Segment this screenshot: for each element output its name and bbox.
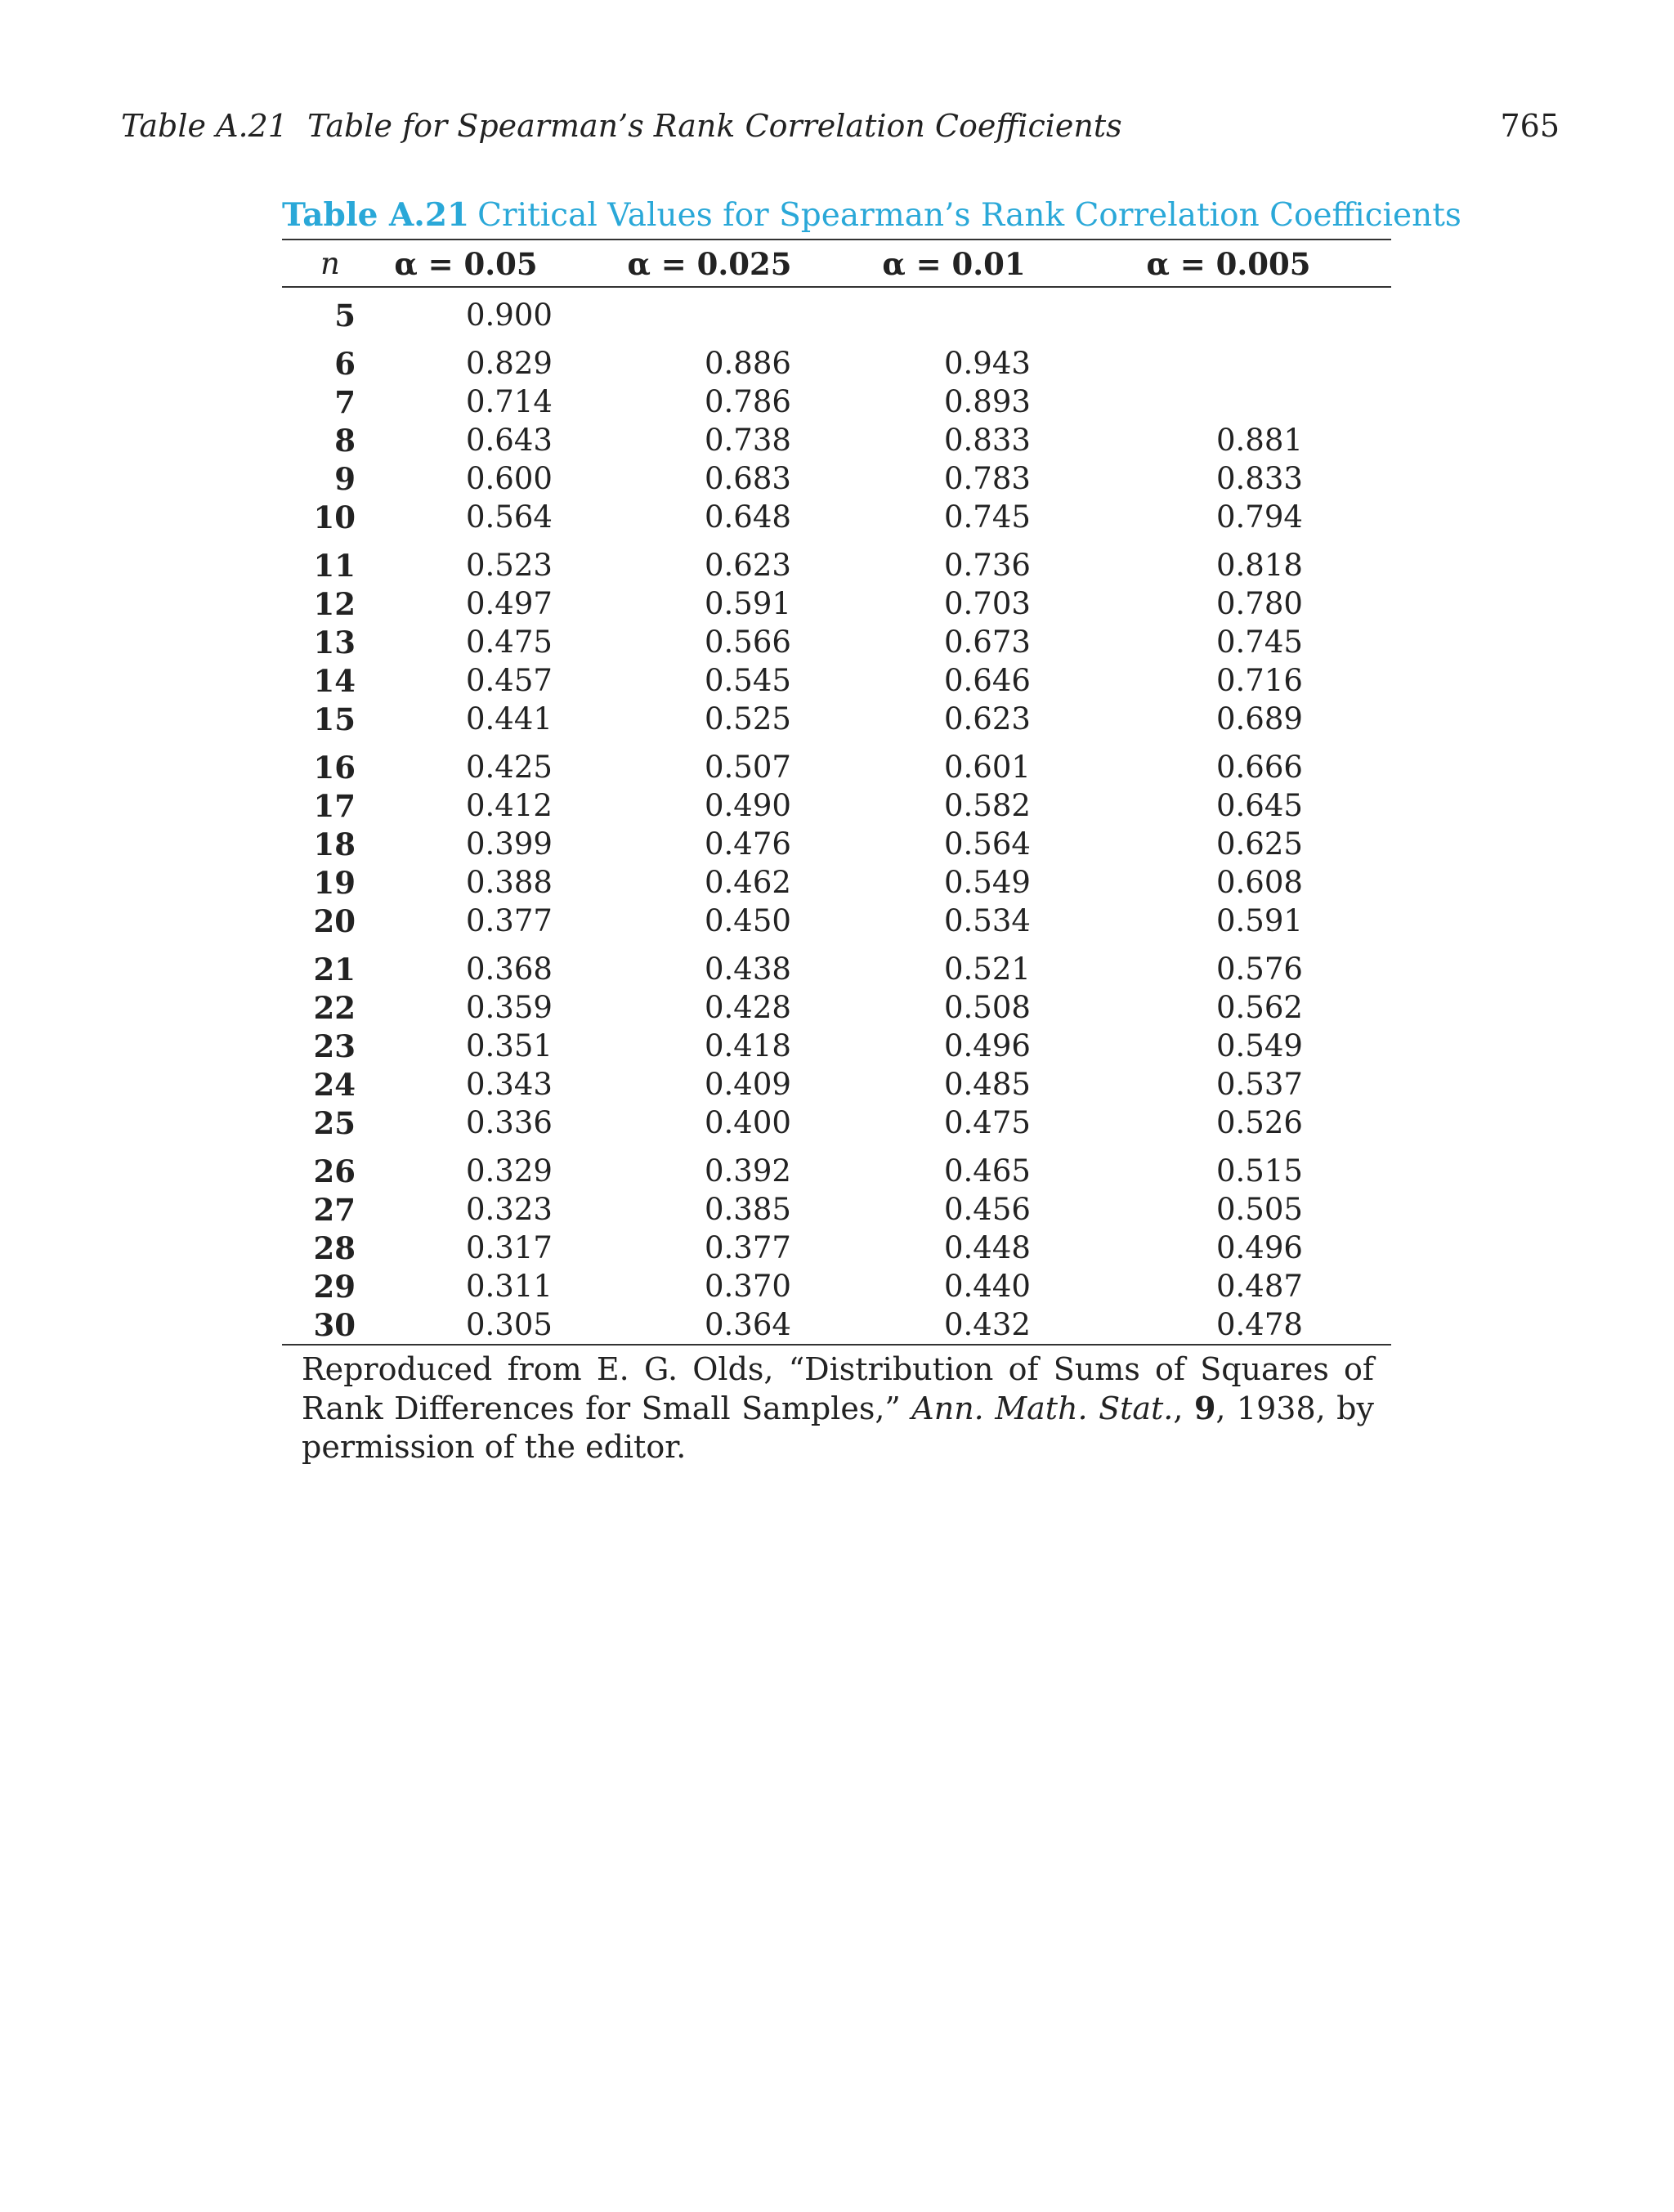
cell-alpha-0-01: 0.521: [944, 952, 1031, 987]
cell-alpha-0-025: 0.476: [705, 826, 791, 862]
table-row: [282, 294, 1391, 333]
table-row: [282, 343, 1391, 381]
table-row: [282, 900, 1391, 938]
cell-alpha-0-005: 0.689: [1216, 701, 1303, 737]
cell-alpha-0-01: 0.736: [944, 548, 1031, 583]
page-number: 765: [1500, 108, 1560, 144]
cell-alpha-0-01: 0.673: [944, 625, 1031, 660]
cell-n: 26: [313, 1153, 356, 1189]
cell-alpha-0-025: 0.450: [705, 903, 791, 938]
cell-alpha-0-005: 0.745: [1216, 625, 1303, 660]
cell-alpha-0-01: 0.646: [944, 663, 1031, 698]
cell-alpha-0-025: 0.525: [705, 701, 791, 737]
running-head-label: Table A.21: [121, 108, 288, 144]
cell-alpha-0-025: 0.418: [705, 1028, 791, 1063]
cell-n: 23: [313, 1028, 356, 1064]
cell-alpha-0-05: 0.336: [466, 1105, 553, 1140]
cell-alpha-0-01: 0.582: [944, 788, 1031, 823]
cell-alpha-0-005: 0.716: [1216, 663, 1303, 698]
cell-alpha-0-05: 0.441: [466, 701, 553, 737]
cell-n: 24: [313, 1067, 356, 1103]
cell-alpha-0-025: 0.428: [705, 990, 791, 1025]
cell-alpha-0-05: 0.600: [466, 461, 553, 496]
cell-alpha-0-005: 0.515: [1216, 1153, 1303, 1189]
table-row: [282, 1102, 1391, 1140]
caption-text: Critical Values for Spearman’s Rank Correlation Coefficients: [477, 197, 1461, 234]
table-row: [282, 785, 1391, 823]
column-header-alpha-0-005: α = 0.005: [1146, 246, 1311, 282]
cell-alpha-0-005: 0.496: [1216, 1230, 1303, 1265]
cell-alpha-0-01: 0.485: [944, 1067, 1031, 1102]
source-note-volume: 9: [1193, 1390, 1216, 1426]
cell-n: 29: [313, 1269, 356, 1305]
table-row: [282, 746, 1391, 785]
table-body: [282, 288, 1391, 1344]
table-row: [282, 698, 1391, 737]
cell-alpha-0-025: 0.364: [705, 1307, 791, 1342]
cell-n: 12: [313, 586, 356, 622]
cell-n: 15: [313, 701, 356, 737]
table-row: [282, 1227, 1391, 1265]
cell-alpha-0-025: 0.591: [705, 586, 791, 621]
cell-alpha-0-01: 0.564: [944, 826, 1031, 862]
cell-alpha-0-01: 0.703: [944, 586, 1031, 621]
cell-alpha-0-05: 0.351: [466, 1028, 553, 1063]
cell-alpha-0-005: 0.562: [1216, 990, 1303, 1025]
cell-alpha-0-01: 0.448: [944, 1230, 1031, 1265]
cell-alpha-0-05: 0.377: [466, 903, 553, 938]
cell-alpha-0-01: 0.943: [944, 346, 1031, 381]
table-row: [282, 419, 1391, 458]
cell-alpha-0-005: 0.478: [1216, 1307, 1303, 1342]
table-row: [282, 948, 1391, 987]
cell-alpha-0-05: 0.359: [466, 990, 553, 1025]
cell-n: 17: [313, 788, 356, 824]
cell-n: 20: [313, 903, 356, 939]
cell-n: 14: [313, 663, 356, 699]
cell-alpha-0-01: 0.440: [944, 1269, 1031, 1304]
column-header-alpha-0-025: α = 0.025: [627, 246, 792, 282]
table-row: [282, 823, 1391, 862]
table-row: [282, 1304, 1391, 1342]
cell-n: 8: [334, 423, 356, 459]
column-header-n: n: [320, 246, 340, 281]
cell-alpha-0-05: 0.388: [466, 865, 553, 900]
cell-alpha-0-01: 0.456: [944, 1192, 1031, 1227]
table-row: [282, 544, 1391, 583]
table-caption: [282, 195, 1461, 235]
cell-n: 25: [313, 1105, 356, 1141]
cell-alpha-0-005: 0.794: [1216, 499, 1303, 535]
cell-alpha-0-05: 0.323: [466, 1192, 553, 1227]
cell-alpha-0-05: 0.305: [466, 1307, 553, 1342]
source-note-tail: , 1938, by permission of the editor.: [302, 1390, 1374, 1465]
table-row: [282, 621, 1391, 660]
table-row: [282, 862, 1391, 900]
cell-n: 13: [313, 625, 356, 660]
table-header-row: [282, 240, 1391, 286]
running-head: [121, 108, 1560, 154]
cell-alpha-0-025: 0.462: [705, 865, 791, 900]
source-note-text: Reproduced from E. G. Olds, “Distribution of Sums of Squares of Rank Differences for Small Samples,”: [302, 1351, 1374, 1426]
cell-alpha-0-025: 0.886: [705, 346, 791, 381]
table-row: [282, 1025, 1391, 1063]
cell-alpha-0-01: 0.833: [944, 423, 1031, 458]
caption-label: Table A.21: [282, 196, 470, 234]
table-row: [282, 1265, 1391, 1304]
cell-alpha-0-025: 0.545: [705, 663, 791, 698]
table-row: [282, 583, 1391, 621]
table-row: [282, 987, 1391, 1025]
table-row: [282, 496, 1391, 535]
cell-alpha-0-005: 0.780: [1216, 586, 1303, 621]
cell-alpha-0-005: 0.881: [1216, 423, 1303, 458]
cell-alpha-0-005: 0.625: [1216, 826, 1303, 862]
cell-alpha-0-01: 0.601: [944, 750, 1031, 785]
cell-alpha-0-005: 0.833: [1216, 461, 1303, 496]
cell-alpha-0-025: 0.392: [705, 1153, 791, 1189]
cell-alpha-0-025: 0.507: [705, 750, 791, 785]
table-row: [282, 1189, 1391, 1227]
cell-n: 27: [313, 1192, 356, 1228]
cell-n: 9: [334, 461, 356, 497]
cell-alpha-0-05: 0.399: [466, 826, 553, 862]
cell-n: 21: [313, 952, 356, 987]
cell-n: 28: [313, 1230, 356, 1266]
cell-alpha-0-025: 0.648: [705, 499, 791, 535]
cell-alpha-0-05: 0.311: [466, 1269, 553, 1304]
cell-alpha-0-05: 0.425: [466, 750, 553, 785]
cell-alpha-0-025: 0.409: [705, 1067, 791, 1102]
cell-alpha-0-005: 0.576: [1216, 952, 1303, 987]
cell-alpha-0-025: 0.683: [705, 461, 791, 496]
cell-n: 18: [313, 826, 356, 862]
cell-alpha-0-005: 0.487: [1216, 1269, 1303, 1304]
cell-alpha-0-05: 0.829: [466, 346, 553, 381]
cell-alpha-0-025: 0.377: [705, 1230, 791, 1265]
cell-n: 7: [334, 384, 356, 420]
cell-alpha-0-005: 0.526: [1216, 1105, 1303, 1140]
cell-n: 19: [313, 865, 356, 901]
cell-n: 5: [334, 298, 356, 334]
source-note-separator: ,: [1173, 1390, 1194, 1426]
cell-alpha-0-01: 0.745: [944, 499, 1031, 535]
cell-alpha-0-05: 0.643: [466, 423, 553, 458]
cell-alpha-0-05: 0.317: [466, 1230, 553, 1265]
cell-alpha-0-05: 0.329: [466, 1153, 553, 1189]
cell-alpha-0-05: 0.412: [466, 788, 553, 823]
cell-alpha-0-005: 0.591: [1216, 903, 1303, 938]
cell-alpha-0-025: 0.566: [705, 625, 791, 660]
cell-alpha-0-005: 0.666: [1216, 750, 1303, 785]
cell-alpha-0-05: 0.457: [466, 663, 553, 698]
cell-n: 11: [313, 548, 356, 584]
cell-n: 10: [313, 499, 356, 535]
table-row: [282, 1063, 1391, 1102]
cell-alpha-0-025: 0.438: [705, 952, 791, 987]
spearman-table: [282, 195, 1461, 1466]
cell-alpha-0-025: 0.623: [705, 548, 791, 583]
table-row: [282, 1150, 1391, 1189]
cell-alpha-0-01: 0.465: [944, 1153, 1031, 1189]
cell-n: 30: [313, 1307, 356, 1343]
column-header-alpha-0-05: α = 0.05: [394, 246, 538, 282]
cell-alpha-0-01: 0.783: [944, 461, 1031, 496]
table-row: [282, 381, 1391, 419]
cell-alpha-0-025: 0.738: [705, 423, 791, 458]
cell-alpha-0-01: 0.623: [944, 701, 1031, 737]
cell-alpha-0-005: 0.608: [1216, 865, 1303, 900]
cell-alpha-0-005: 0.818: [1216, 548, 1303, 583]
cell-alpha-0-01: 0.549: [944, 865, 1031, 900]
bottom-rule: [282, 1344, 1391, 1346]
table-row: [282, 458, 1391, 496]
cell-alpha-0-005: 0.537: [1216, 1067, 1303, 1102]
cell-alpha-0-01: 0.496: [944, 1028, 1031, 1063]
cell-n: 22: [313, 990, 356, 1026]
cell-alpha-0-025: 0.400: [705, 1105, 791, 1140]
cell-alpha-0-01: 0.534: [944, 903, 1031, 938]
cell-alpha-0-05: 0.523: [466, 548, 553, 583]
cell-alpha-0-05: 0.343: [466, 1067, 553, 1102]
cell-alpha-0-05: 0.714: [466, 384, 553, 419]
cell-alpha-0-05: 0.564: [466, 499, 553, 535]
cell-alpha-0-005: 0.645: [1216, 788, 1303, 823]
cell-alpha-0-01: 0.508: [944, 990, 1031, 1025]
cell-alpha-0-025: 0.786: [705, 384, 791, 419]
cell-alpha-0-025: 0.490: [705, 788, 791, 823]
cell-alpha-0-025: 0.385: [705, 1192, 791, 1227]
source-note: [302, 1350, 1374, 1466]
cell-alpha-0-01: 0.432: [944, 1307, 1031, 1342]
table-row: [282, 660, 1391, 698]
column-header-alpha-0-01: α = 0.01: [882, 246, 1026, 282]
cell-alpha-0-005: 0.549: [1216, 1028, 1303, 1063]
cell-alpha-0-025: 0.370: [705, 1269, 791, 1304]
cell-alpha-0-05: 0.475: [466, 625, 553, 660]
cell-alpha-0-01: 0.893: [944, 384, 1031, 419]
cell-alpha-0-05: 0.497: [466, 586, 553, 621]
cell-alpha-0-05: 0.900: [466, 298, 553, 333]
running-head-title: Table for Spearman’s Rank Correlation Coefficients: [307, 108, 1122, 144]
cell-n: 6: [334, 346, 356, 382]
source-note-journal: Ann. Math. Stat.: [911, 1390, 1174, 1426]
cell-n: 16: [313, 750, 356, 786]
cell-alpha-0-005: 0.505: [1216, 1192, 1303, 1227]
cell-alpha-0-05: 0.368: [466, 952, 553, 987]
cell-alpha-0-01: 0.475: [944, 1105, 1031, 1140]
